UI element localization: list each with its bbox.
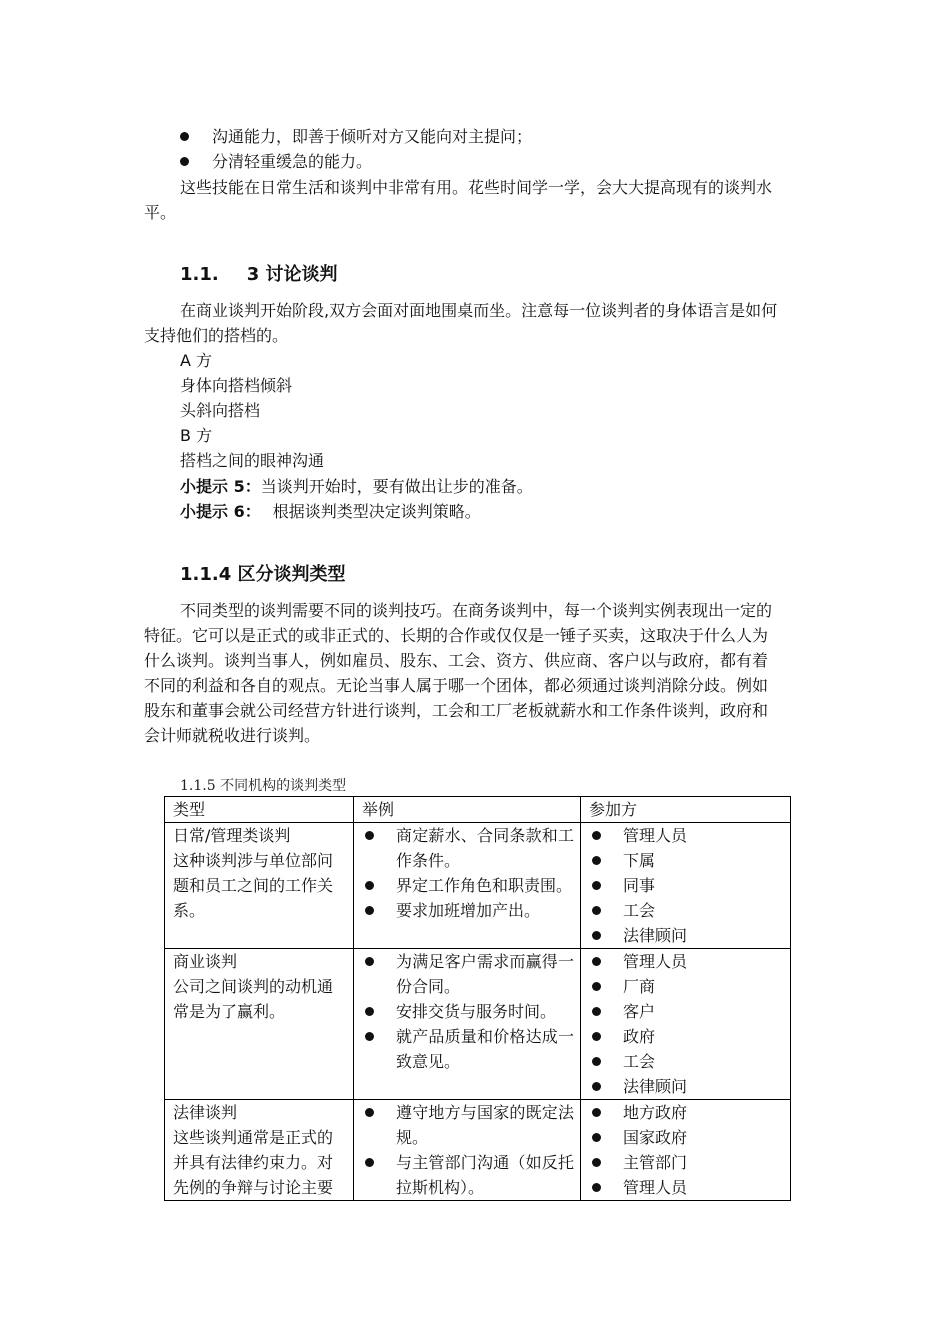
- type-title: 法律谈判: [173, 1103, 238, 1122]
- table-row: [165, 1100, 791, 1201]
- list-item: 管理人员: [589, 1175, 784, 1200]
- list-item: 下属: [589, 848, 784, 873]
- text-line: A 方: [180, 351, 213, 370]
- type-description: 这种谈判涉与单位部问题和员工之间的工作关系。: [173, 851, 334, 920]
- parties-list: [589, 823, 784, 948]
- tip-colon: ：: [244, 477, 261, 496]
- table-row: [165, 823, 791, 949]
- list-item: 为满足客户需求而赢得一份合同。: [362, 949, 574, 999]
- paragraph-line: 什么谈判。谈判当事人，例如雇员、股东、工会、资方、供应商、客户以与政府，都有着: [144, 651, 769, 670]
- bullet-dot-icon: [180, 132, 189, 141]
- paragraph-line: 股东和董事会就公司经营方针进行谈判，工会和工厂老板就薪水和工作条件谈判，政府和: [144, 701, 769, 720]
- list-item: 要求加班增加产出。: [362, 898, 574, 923]
- type-title: 日常/管理类谈判: [173, 826, 291, 845]
- type-description: 这些谈判通常是正式的并具有法律约束力。对先例的争辩与讨论主要: [173, 1128, 334, 1197]
- tip-text: 当谈判开始时，要有做出让步的准备。: [260, 477, 533, 496]
- bullet-item: 沟通能力，即善于倾听对方又能向对主提问；: [212, 127, 533, 146]
- negotiation-types-table: [164, 796, 791, 1201]
- parties-cell: [581, 949, 791, 1100]
- table-header-row: [165, 797, 791, 823]
- examples-list: [362, 949, 574, 1074]
- examples-cell: [354, 823, 581, 949]
- type-description: 公司之间谈判的动机通常是为了赢利。: [173, 977, 334, 1021]
- list-item: 厂商: [589, 974, 784, 999]
- bullet-item: 分清轻重缓急的能力。: [212, 152, 373, 171]
- section-title: 3 讨论谈判: [246, 264, 338, 285]
- type-cell: [165, 949, 354, 1100]
- table-row: [165, 949, 791, 1100]
- parties-cell: [581, 823, 791, 949]
- section-number: 1.1.: [180, 264, 219, 285]
- text-line: B 方: [180, 426, 213, 445]
- examples-list: [362, 823, 574, 923]
- list-item: 遵守地方与国家的既定法规。: [362, 1100, 574, 1150]
- list-item: 管理人员: [589, 823, 784, 848]
- list-item: 国家政府: [589, 1125, 784, 1150]
- list-item: 客户: [589, 999, 784, 1024]
- list-item: 主管部门: [589, 1150, 784, 1175]
- paragraph-line: 在商业谈判开始阶段,双方会面对面地围桌而坐。注意每一位谈判者的身体语言是如何: [180, 301, 778, 320]
- tip-label: 小提示 5: [180, 477, 245, 496]
- paragraph-line: 特征。它可以是正式的或非正式的、长期的合作或仅仅是一锤子买卖，这取决于什么人为: [144, 626, 769, 645]
- examples-cell: [354, 1100, 581, 1201]
- list-item: 政府: [589, 1024, 784, 1049]
- list-item: 管理人员: [589, 949, 784, 974]
- column-header-type: 类型: [165, 797, 354, 823]
- bullet-dot-icon: [180, 157, 189, 166]
- intro-paragraph-line: 平。: [144, 203, 177, 222]
- examples-list: [362, 1100, 574, 1200]
- section-heading-114: 1.1.4 区分谈判类型: [180, 564, 346, 585]
- list-item: 界定工作角色和职责围。: [362, 873, 574, 898]
- list-item: 就产品质量和价格达成一致意见。: [362, 1024, 574, 1074]
- text-line: 搭档之间的眼神沟通: [180, 451, 325, 470]
- column-header-examples: 举例: [354, 797, 581, 823]
- section-heading-113: [180, 264, 338, 286]
- list-item: 工会: [589, 1049, 784, 1074]
- table-caption: 1.1.5 不同机构的谈判类型: [180, 778, 347, 794]
- tip-label: 小提示 6: [180, 502, 245, 521]
- paragraph-line: 不同类型的谈判需要不同的谈判技巧。在商务谈判中，每一个谈判实例表现出一定的: [180, 601, 773, 620]
- examples-cell: [354, 949, 581, 1100]
- parties-list: [589, 1100, 784, 1200]
- list-item: 同事: [589, 873, 784, 898]
- paragraph-line: 会计师就税收进行谈判。: [144, 726, 321, 745]
- paragraph-line: 支持他们的搭档的。: [144, 326, 289, 345]
- tip-colon: ：: [244, 502, 261, 521]
- type-cell: [165, 1100, 354, 1201]
- column-header-parties: 参加方: [581, 797, 791, 823]
- text-line: 头斜向搭档: [180, 401, 261, 420]
- list-item: 工会: [589, 898, 784, 923]
- list-item: 法律顾问: [589, 923, 784, 948]
- tip-5: [180, 477, 533, 497]
- tip-6: [180, 502, 481, 522]
- intro-paragraph-line: 这些技能在日常生活和谈判中非常有用。花些时间学一学，会大大提高现有的谈判水: [180, 178, 773, 197]
- paragraph-line: 不同的利益和各自的观点。无论当事人属于哪一个团体，都必须通过谈判消除分歧。例如: [144, 676, 769, 695]
- list-item: 与主管部门沟通（如反托拉斯机构）。: [362, 1150, 574, 1200]
- list-item: 安排交货与服务时间。: [362, 999, 574, 1024]
- parties-list: [589, 949, 784, 1099]
- list-item: 法律顾问: [589, 1074, 784, 1099]
- tip-text: 根据谈判类型决定谈判策略。: [272, 502, 481, 521]
- parties-cell: [581, 1100, 791, 1201]
- list-item: 商定薪水、合同条款和工作条件。: [362, 823, 574, 873]
- type-title: 商业谈判: [173, 952, 238, 971]
- type-cell: [165, 823, 354, 949]
- text-line: 身体向搭档倾斜: [180, 376, 293, 395]
- list-item: 地方政府: [589, 1100, 784, 1125]
